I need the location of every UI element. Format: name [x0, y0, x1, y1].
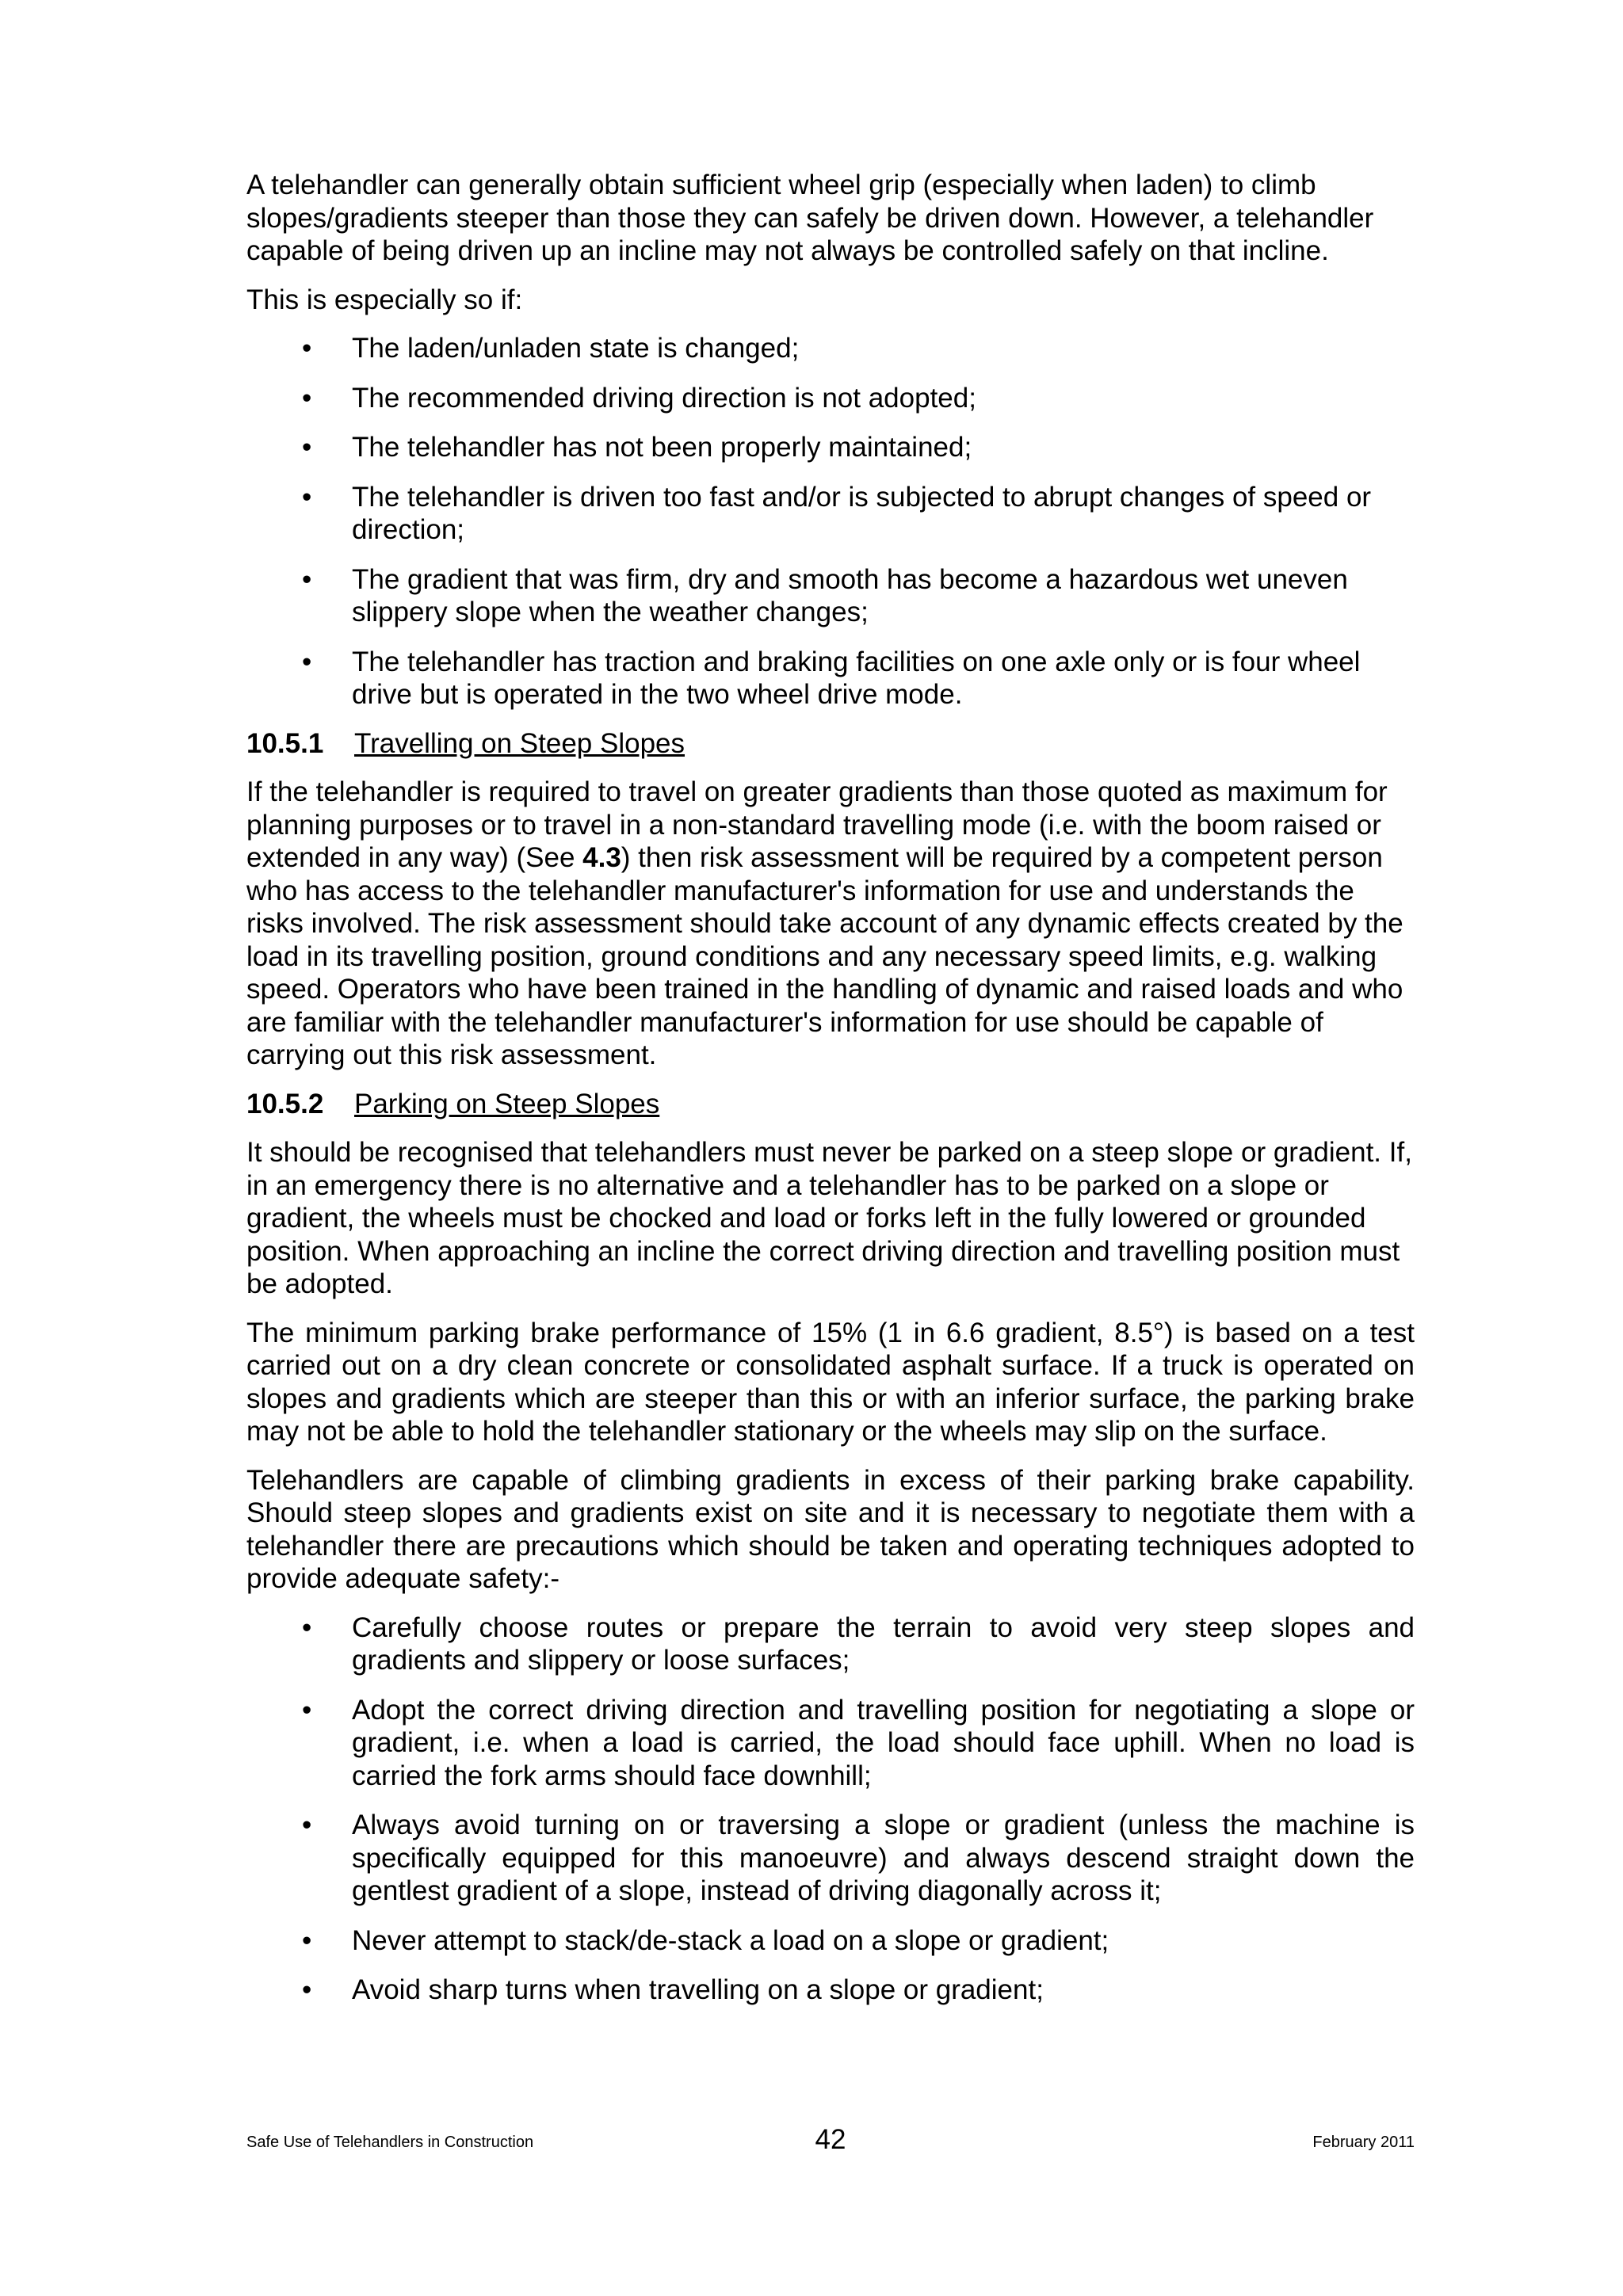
list-item: • Avoid sharp turns when travelling on a slope or gradient;: [302, 1974, 1044, 2005]
bullet-glyph: •: [302, 1810, 312, 1840]
intro-paragraph: A telehandler can generally obtain sufficient wheel grip (especially when laden) to climb slopes/gradients steeper than those they can safely be driven down. However, a telehandler capable of being driven up an incline may not always be controlled safely on that incline.: [246, 170, 1374, 266]
list-item: • The recommended driving direction is not adopted;: [302, 382, 976, 414]
precautions-paragraph: Telehandlers are capable of climbing gradients in excess of their parking brake capability. Should steep slopes and gradients exist on site and it is necessary to negotiate them with a telehandler there are precautions which should be taken and operating techniques adopted to provide adequate safety:-: [246, 1464, 1415, 1594]
list-item: • The gradient that was firm, dry and smooth has become a hazardous wet uneven slippery slope when the weather changes;: [302, 563, 1348, 627]
bullet-glyph: •: [302, 1694, 312, 1726]
precautions-list: [246, 1611, 1415, 2007]
bullet-glyph: •: [302, 1924, 312, 1956]
list-item: • The laden/unladen state is changed;: [302, 333, 800, 364]
section-title: Travelling on Steep Slopes: [354, 727, 685, 759]
section-heading-10-5-2: [246, 1088, 1415, 1121]
list-item: • The telehandler has not been properly maintained;: [302, 432, 972, 463]
list-item: • Never attempt to stack/de-stack a load on a slope or gradient;: [302, 1924, 1109, 1956]
section-number: 10.5.2: [246, 1088, 324, 1119]
intro-lead-in: This is especially so if:: [246, 284, 523, 315]
bullet-glyph: •: [302, 432, 312, 463]
section-reference: 4.3: [582, 842, 621, 873]
bullet-glyph: •: [302, 333, 312, 364]
list-item: • Carefully choose routes or prepare the terrain to avoid very steep slopes and gradients and slippery or loose surfaces;: [302, 1611, 1415, 1676]
page-footer: [246, 2124, 1415, 2162]
page-body: [246, 169, 1415, 2023]
parking-brake-paragraph: The minimum parking brake performance of 15% (1 in 6.6 gradient, 8.5°) is based on a test carried out on a dry clean concrete or consolidated asphalt surface. If a truck is operated on slopes and gradients which are steeper than this or with an inferior surface, the parking brake may not be able to hold the telehandler stationary or the wheels may slip on the surface.: [246, 1317, 1415, 1447]
section-title: Parking on Steep Slopes: [354, 1088, 660, 1119]
list-item: • The telehandler has traction and braking facilities on one axle only or is four wheel drive but is operated in the two wheel drive mode.: [302, 646, 1361, 710]
bullet-glyph: •: [302, 1974, 312, 2005]
bullet-glyph: •: [302, 646, 312, 677]
bullet-glyph: •: [302, 1611, 312, 1643]
footer-document-title: Safe Use of Telehandlers in Construction: [246, 2134, 534, 2151]
list-item: • Always avoid turning on or traversing a slope or gradient (unless the machine is specifically equipped for this manoeuvre) and always descend straight down the gentlest gradient of a slope, instead of driving diagonally across it;: [302, 1810, 1415, 1906]
bullet-glyph: •: [302, 481, 312, 513]
list-item: • Adopt the correct driving direction and travelling position for negotiating a slope or gradient, i.e. when a load is carried, the load should face uphill. When no load is carried the fork arms should face downhill;: [302, 1694, 1415, 1791]
parking-paragraph: It should be recognised that telehandlers must never be parked on a steep slope or gradient. If, in an emergency there is no alternative and a telehandler has to be parked on a slope or gradient, the wheels must be chocked and load or forks left in the fully lowered or grounded position. When approaching an incline the correct driving direction and travelling position must be adopted.: [246, 1137, 1412, 1299]
bullet-glyph: •: [302, 382, 312, 414]
list-item: • The telehandler is driven too fast and/or is subjected to abrupt changes of speed or direction;: [302, 481, 1372, 545]
footer-date: February 2011: [1312, 2134, 1415, 2151]
page-number: 42: [815, 2124, 846, 2155]
section-heading-10-5-1: [246, 727, 1415, 761]
section-number: 10.5.1: [246, 727, 324, 759]
bullet-glyph: •: [302, 563, 312, 595]
conditions-list: [246, 332, 1415, 711]
travelling-paragraph: If the telehandler is required to travel on greater gradients than those quoted as maximum for planning purposes or to travel in a non-standard travelling mode (i.e. with the boom raised or extended in any way) (See 4.3) then risk assessment will be required by a competent person who has access to the telehandler manufacturer's information for use and understands the risks involved. The risk assessment should take account of any dynamic effects created by the load in its travelling position, ground conditions and any necessary speed limits, e.g. walking speed. Operators who have been trained in the handling of dynamic and raised loads and who are familiar with the telehandler manufacturer's information for use should be capable of carrying out this risk assessment.: [246, 776, 1403, 1070]
